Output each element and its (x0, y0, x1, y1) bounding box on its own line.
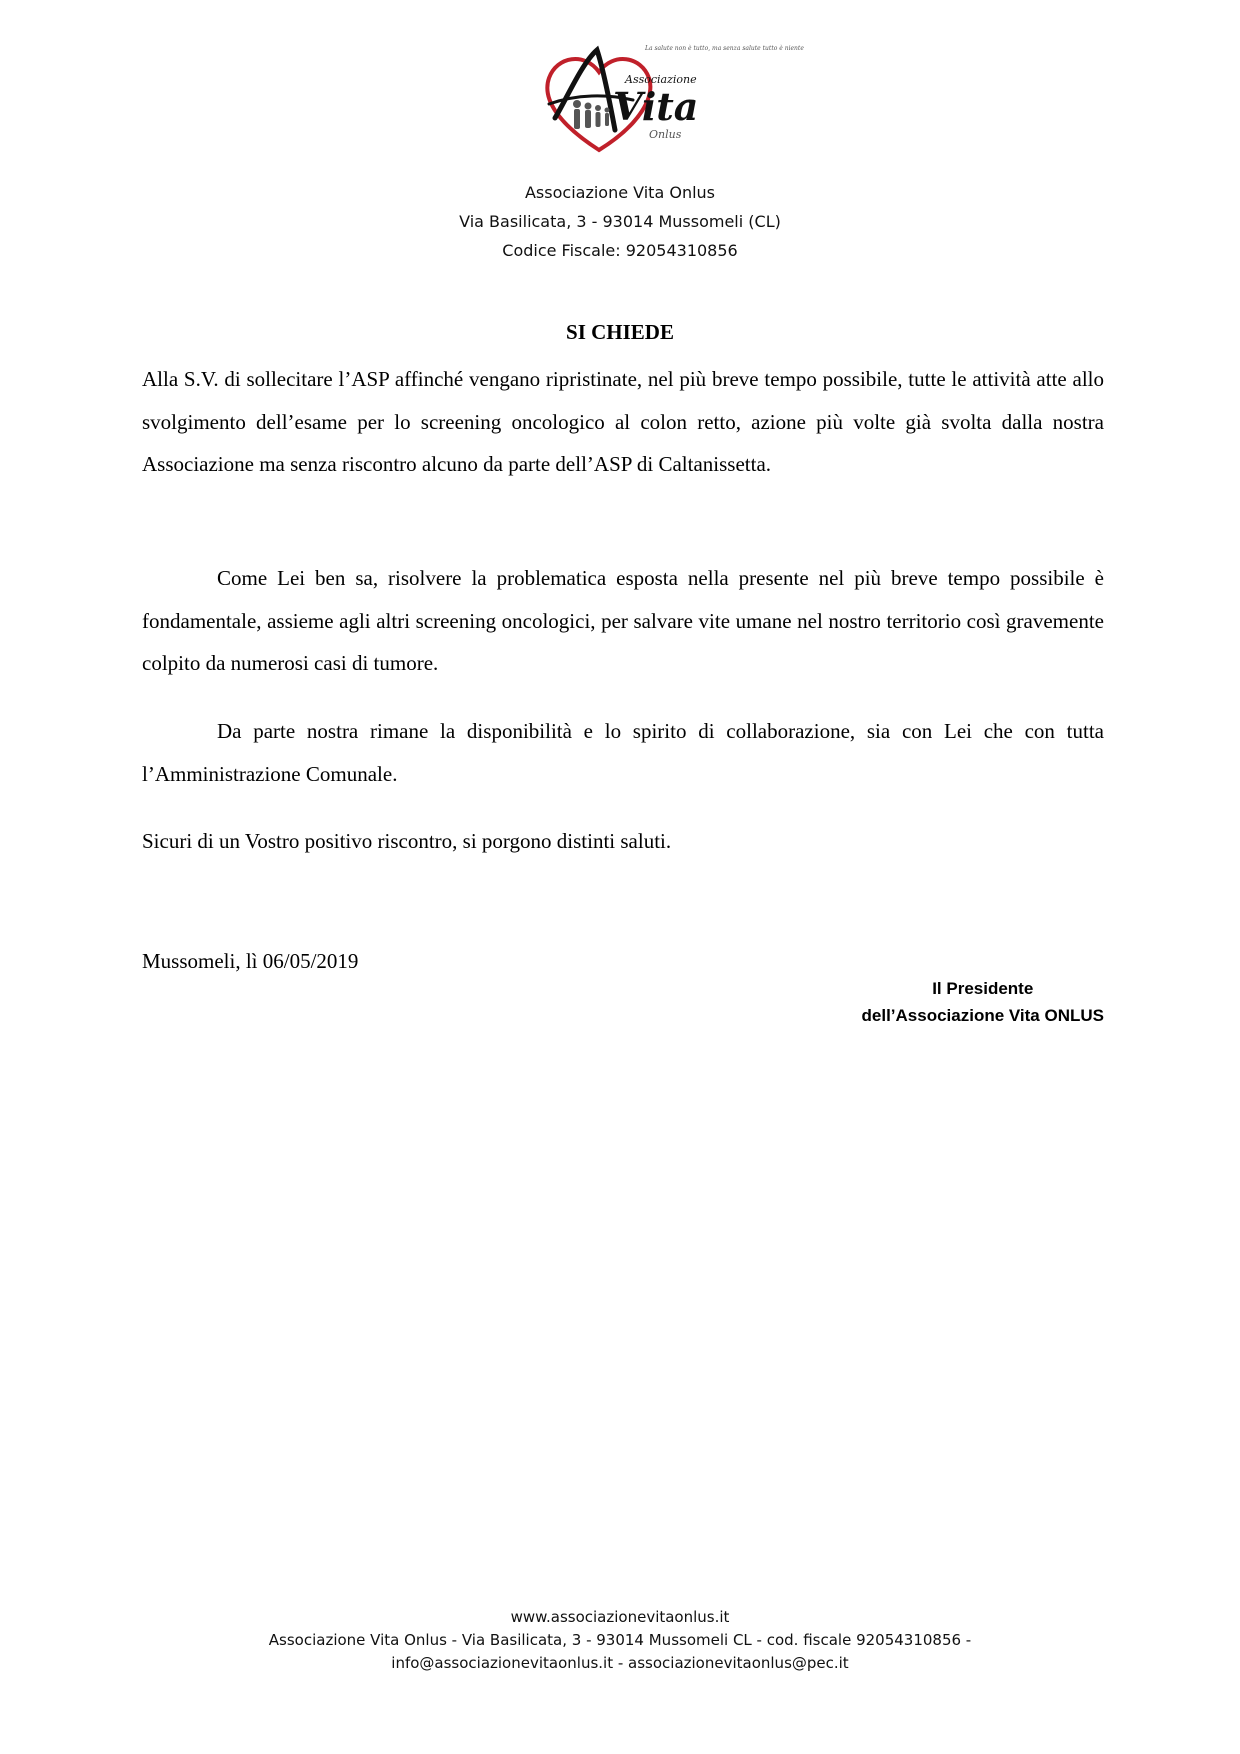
paragraph-importance: Come Lei ben sa, risolvere la problematica esposta nella presente nel più breve tempo possibile è fondamentale, assieme agli altri screening oncologici, per salvare vite umane nel nostro territorio così gravemente colpito da numerosi casi di tumore. (142, 566, 1104, 675)
svg-text:Associazione: Associazione (625, 73, 697, 86)
letterhead (0, 178, 1240, 265)
paragraph-availability: Da parte nostra rimane la disponibilità e lo spirito di collaborazione, sia con Lei che con tutta l’Amministrazione Comunale. (142, 719, 1104, 786)
paragraph-closing: Sicuri di un Vostro positivo riscontro, si porgono distinti saluti. (142, 829, 672, 853)
signature-organization: dell’Associazione Vita ONLUS (861, 1006, 1104, 1025)
svg-text:La salute non è tutto, ma senz: La salute non è tutto, ma senza salute tutto è niente (645, 45, 804, 52)
svg-text:Vita: Vita (613, 84, 699, 129)
signature-block (862, 975, 1104, 1029)
svg-text:Onlus: Onlus (649, 128, 682, 141)
association-address: Via Basilicata, 3 - 93014 Mussomeli (CL) (459, 212, 781, 231)
footer-emails: info@associazionevitaonlus.it - associazionevitaonlus@pec.it (391, 1654, 849, 1672)
footer-details: Associazione Vita Onlus - Via Basilicata, 3 - 93014 Mussomeli CL - cod. fiscale 92054310856 - (268, 1631, 972, 1649)
footer-website: www.associazionevitaonlus.it (510, 1608, 730, 1626)
logo-graphic (537, 38, 804, 158)
letter-heading: SI CHIEDE (566, 320, 674, 344)
association-tax-code: Codice Fiscale: 92054310856 (502, 241, 738, 260)
associazione-vita-logo (537, 38, 804, 158)
place-date: Mussomeli, lì 06/05/2019 (142, 949, 359, 973)
signature-title: Il Presidente (932, 979, 1034, 998)
paragraph-request: Alla S.V. di sollecitare l’ASP affinché vengano ripristinate, nel più breve tempo possibile, tutte le attività atte allo svolgimento dell’esame per lo screening oncologico al colon retto, azione più volte già svolta dalla nostra Associazione ma senza riscontro alcuno da parte dell’ASP di Caltanissetta. (142, 367, 1104, 476)
page-footer (0, 1606, 1240, 1675)
association-name: Associazione Vita Onlus (524, 183, 715, 202)
